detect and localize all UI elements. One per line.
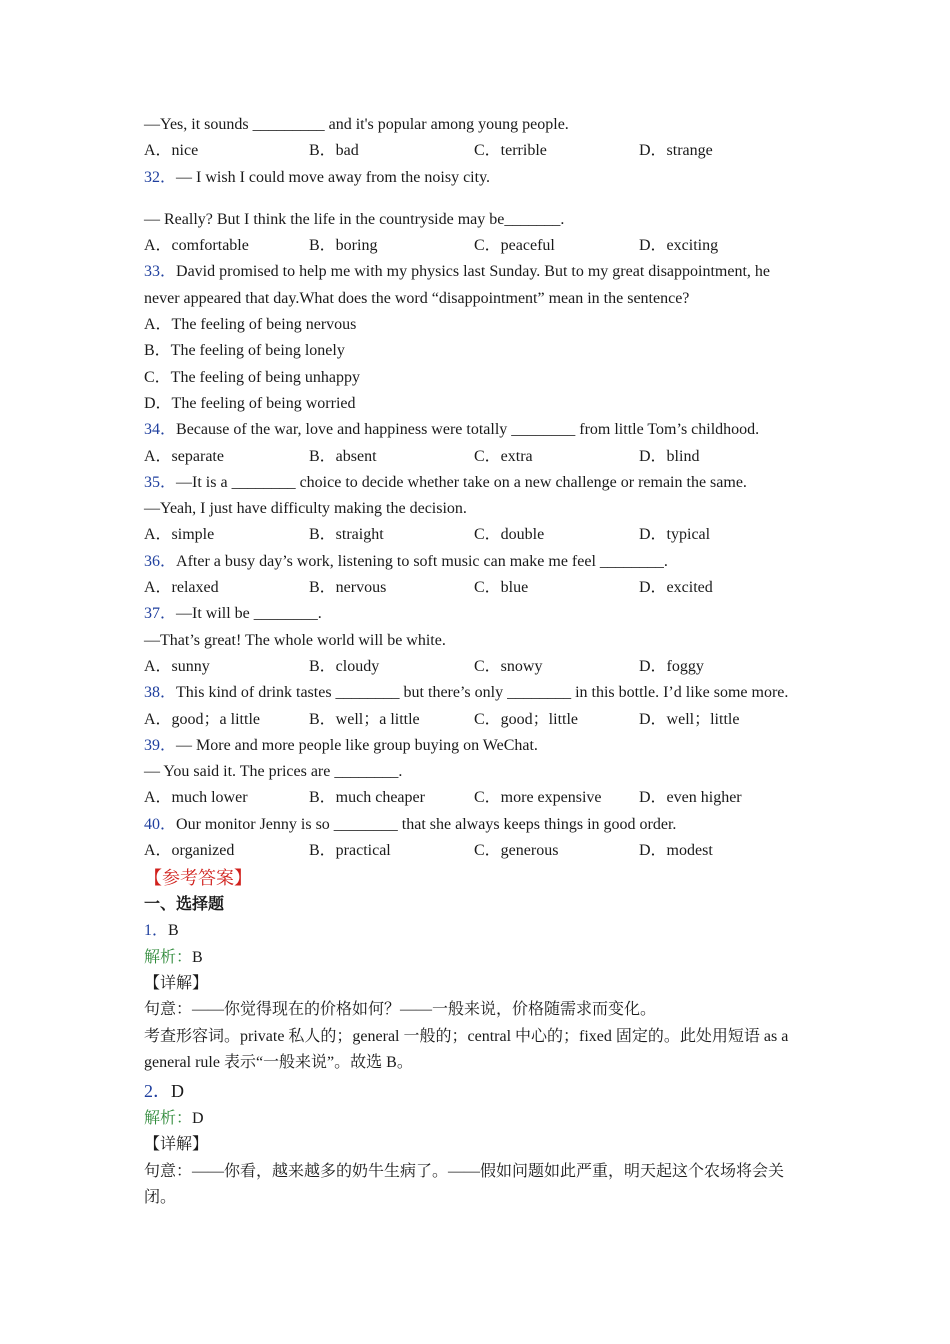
option-a: A．relaxed xyxy=(144,579,219,597)
q31-options xyxy=(144,138,808,164)
option-d: D．excited xyxy=(639,579,713,597)
spacer xyxy=(144,191,808,207)
q40-stem: 40．Our monitor Jenny is so ________ that she always keeps things in good order. xyxy=(144,815,677,833)
option-b: B．absent xyxy=(309,447,377,465)
answer-letter: D xyxy=(171,1081,184,1102)
q39-reply: — You said it. The prices are ________. xyxy=(144,763,403,781)
option-d: D．modest xyxy=(639,842,713,860)
answer-1-detail-line: 句意：——你觉得现在的价格如何？——一般来说，价格随需求而变化。 xyxy=(144,1001,657,1019)
option-b: B．practical xyxy=(309,842,391,860)
option-c: C．terrible xyxy=(474,142,547,160)
q40-options xyxy=(144,838,808,864)
answer-1-detail-label: 【详解】 xyxy=(144,974,209,992)
q39-stem: 39．— More and more people like group buying on WeChat. xyxy=(144,736,538,754)
q36-options xyxy=(144,575,808,601)
option-a: A．organized xyxy=(144,842,235,860)
q34-stem: 34．Because of the war, love and happiness were totally ________ from little Tom’s childhood. xyxy=(144,421,760,439)
q31-reply: —Yes, it sounds _________ and it's popular among young people. xyxy=(144,116,569,133)
option-c: C．generous xyxy=(474,842,559,860)
q33-option-c: C．The feeling of being unhappy xyxy=(144,368,360,386)
question-number: 33． xyxy=(144,263,177,281)
option-b: B．straight xyxy=(309,526,384,544)
q39-options xyxy=(144,785,808,811)
option-b: B．nervous xyxy=(309,579,387,597)
answer-2-jiexi xyxy=(144,1106,808,1132)
jiexi-value: B xyxy=(192,948,203,966)
option-a: A．comfortable xyxy=(144,237,249,255)
option-d: D．typical xyxy=(639,526,711,544)
answer-number: 1． xyxy=(144,922,169,940)
option-c: C．blue xyxy=(474,579,529,597)
jiexi-value: D xyxy=(192,1110,204,1128)
option-a: A．good；a little xyxy=(144,710,260,728)
answer-2 xyxy=(144,1076,808,1106)
option-c: C．extra xyxy=(474,447,533,465)
option-d: D．even higher xyxy=(639,789,742,807)
option-a: A．much lower xyxy=(144,789,248,807)
q36-stem: 36．After a busy day’s work, listening to soft music can make me feel ________. xyxy=(144,552,668,570)
answer-2-detail-line: 句意：——你看，越来越多的奶牛生病了。——假如问题如此严重，明天起这个农场将会关闭。 xyxy=(144,1162,785,1206)
answer-1-detail-line: 考查形容词。private 私人的；general 一般的；central 中心的；fixed 固定的。此处用短语 as a general rule 表示“一般来说”。故选 B。 xyxy=(144,1027,789,1071)
jiexi-label: 解析： xyxy=(144,948,193,966)
option-b: B．cloudy xyxy=(309,657,380,675)
question-number: 32． xyxy=(144,168,177,186)
q35-stem: 35．—It is a ________ choice to decide whether take on a new challenge or remain the same. xyxy=(144,473,747,491)
option-a: A．simple xyxy=(144,526,215,544)
q38-stem: 38．This kind of drink tastes ________ but there’s only ________ in this bottle. I’d like some more. xyxy=(144,684,789,702)
question-number: 40． xyxy=(144,815,177,833)
option-c: C．snowy xyxy=(474,657,543,675)
answer-number: 2． xyxy=(144,1081,171,1102)
q33-option-a: A．The feeling of being nervous xyxy=(144,316,357,334)
section-title: 一、选择题 xyxy=(144,896,225,914)
option-a: A．separate xyxy=(144,447,224,465)
option-c: C．double xyxy=(474,526,545,544)
question-number: 39． xyxy=(144,736,177,754)
question-number: 36． xyxy=(144,552,177,570)
option-a: A．sunny xyxy=(144,657,210,675)
question-number: 34． xyxy=(144,421,177,439)
option-d: D．well；little xyxy=(639,710,740,728)
option-c: C．good；little xyxy=(474,710,579,728)
question-number: 35． xyxy=(144,473,177,491)
answer-2-detail-label: 【详解】 xyxy=(144,1136,209,1154)
q37-stem: 37．—It will be ________. xyxy=(144,605,322,623)
q33-stem: 33．David promised to help me with my physics last Sunday. But to my great disappointment, he never appeared that day.What does the word “disappointment” mean in the sentence? xyxy=(144,263,771,307)
option-b: B．bad xyxy=(309,142,359,160)
q37-options xyxy=(144,654,808,680)
option-d: D．foggy xyxy=(639,657,704,675)
page-content xyxy=(144,112,808,1211)
option-b: B．much cheaper xyxy=(309,789,425,807)
q34-options xyxy=(144,444,808,470)
option-d: D．strange xyxy=(639,142,713,160)
option-b: B．boring xyxy=(309,237,378,255)
q32-stem: 32．— I wish I could move away from the noisy city. xyxy=(144,168,491,186)
jiexi-label: 解析： xyxy=(144,1110,193,1128)
answers-heading: 【参考答案】 xyxy=(144,868,252,889)
option-d: D．exciting xyxy=(639,237,719,255)
q32-options xyxy=(144,233,808,259)
option-b: B．well；a little xyxy=(309,710,420,728)
q33-option-b: B．The feeling of being lonely xyxy=(144,342,345,360)
question-number: 37． xyxy=(144,605,177,623)
question-number: 38． xyxy=(144,684,177,702)
answer-1 xyxy=(144,918,808,944)
q37-reply: —That’s great! The whole world will be white. xyxy=(144,631,446,649)
option-a: A．nice xyxy=(144,142,199,160)
option-d: D．blind xyxy=(639,447,700,465)
option-c: C．peaceful xyxy=(474,237,555,255)
option-c: C．more expensive xyxy=(474,789,602,807)
answer-1-jiexi xyxy=(144,945,808,971)
q35-options xyxy=(144,522,808,548)
q38-options xyxy=(144,707,808,733)
q32-reply: — Really? But I think the life in the countryside may be_______. xyxy=(144,210,565,228)
q35-reply: —Yeah, I just have difficulty making the decision. xyxy=(144,500,467,518)
q33-option-d: D．The feeling of being worried xyxy=(144,394,356,412)
answer-letter: B xyxy=(168,922,179,940)
